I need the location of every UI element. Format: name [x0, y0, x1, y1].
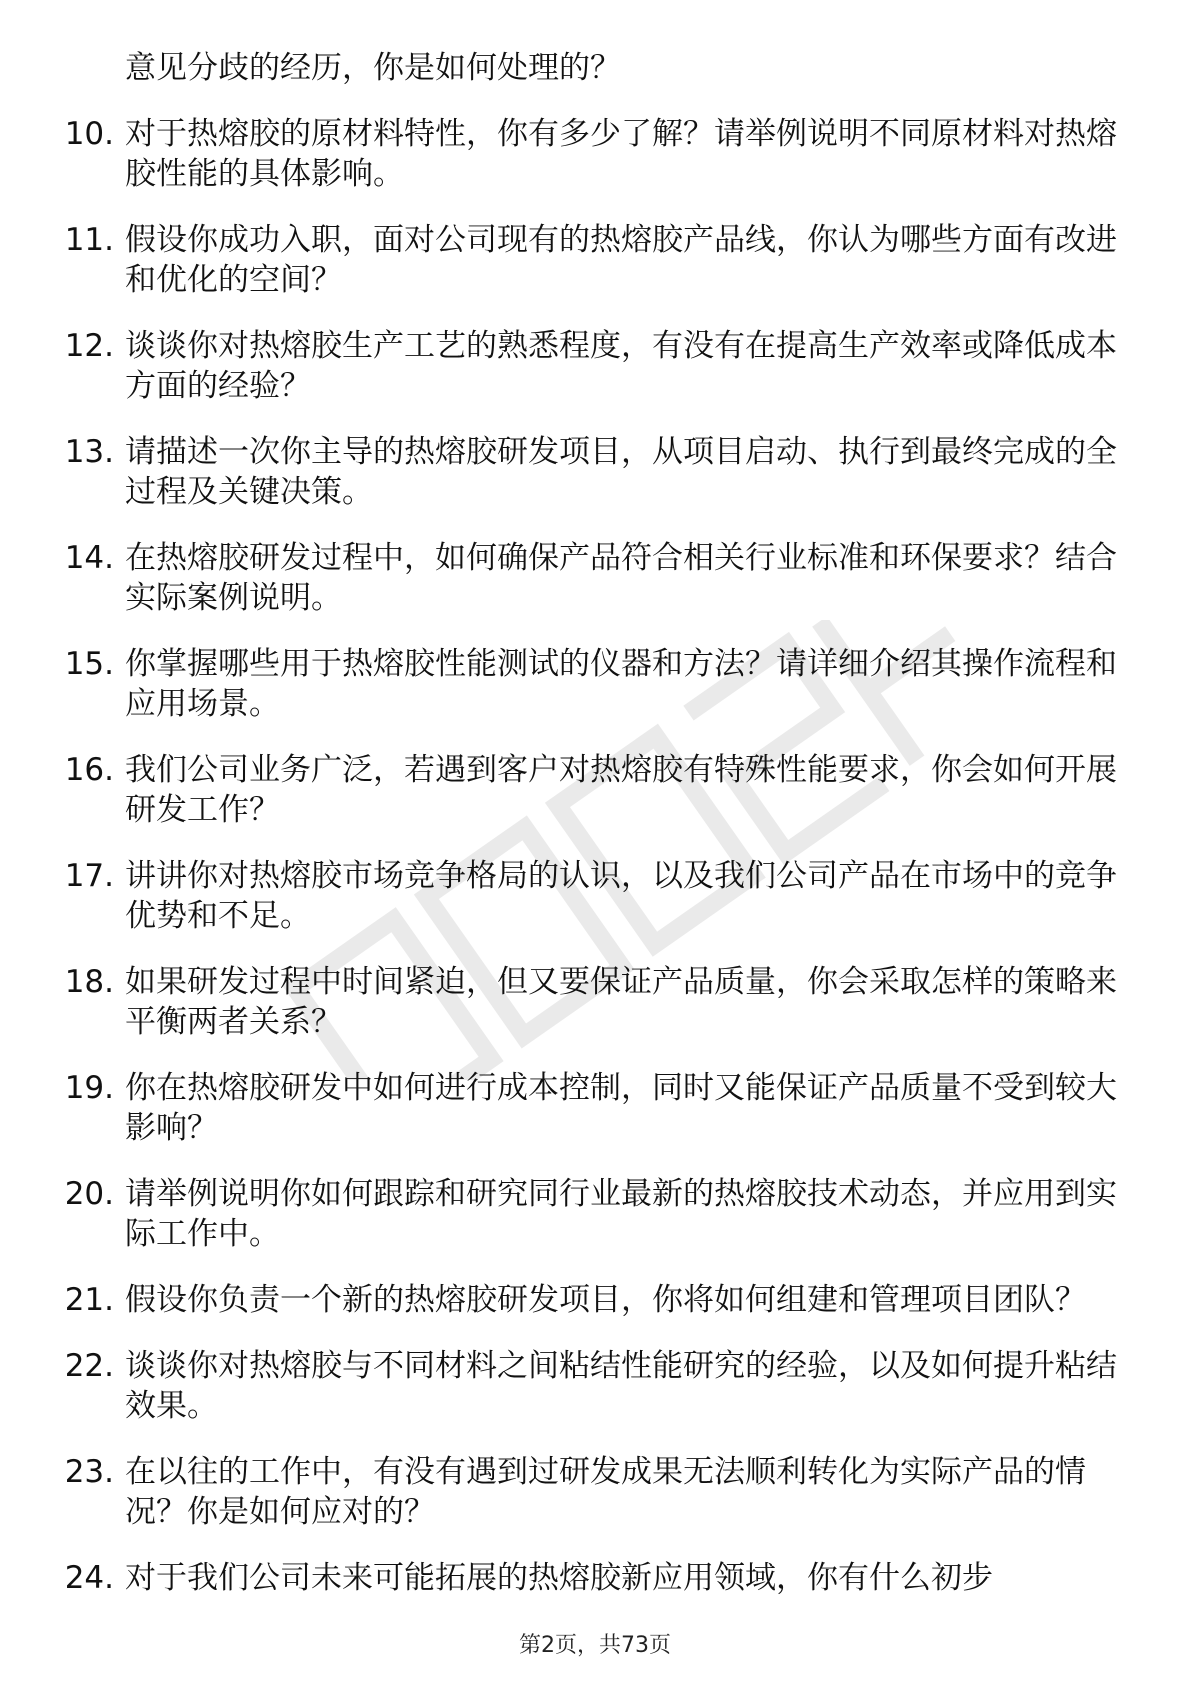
list-item — [60, 48, 1120, 88]
question-text: 讲讲你对热熔胶市场竞争格局的认识，以及我们公司产品在市场中的竞争优势和不足。 — [125, 858, 1117, 934]
question-number: 23. — [64, 1454, 114, 1490]
question-number: 17. — [64, 858, 114, 894]
question-number: 20. — [64, 1176, 114, 1212]
list-item — [60, 1174, 1120, 1254]
question-text: 如果研发过程中时间紧迫，但又要保证产品质量，你会采取怎样的策略来平衡两者关系？ — [125, 964, 1117, 1040]
question-number: 14. — [64, 540, 114, 576]
question-number: 13. — [64, 434, 114, 470]
question-number: 10. — [64, 116, 114, 152]
question-number: 12. — [64, 328, 114, 364]
question-text: 在以往的工作中，有没有遇到过研发成果无法顺利转化为实际产品的情况？你是如何应对的？ — [125, 1454, 1086, 1530]
question-text: 谈谈你对热熔胶生产工艺的熟悉程度，有没有在提高生产效率或降低成本方面的经验？ — [125, 328, 1117, 404]
question-text: 意见分歧的经历，你是如何处理的？ — [125, 50, 621, 86]
list-item — [60, 538, 1120, 618]
question-number: 15. — [64, 646, 114, 682]
page-footer — [0, 1628, 1190, 1659]
list-item — [60, 1346, 1120, 1426]
list-item — [60, 432, 1120, 512]
page-number-label: 第2页，共73页 — [519, 1633, 671, 1658]
question-text: 在热熔胶研发过程中，如何确保产品符合相关行业标准和环保要求？结合实际案例说明。 — [125, 540, 1117, 616]
question-text: 谈谈你对热熔胶与不同材料之间粘结性能研究的经验，以及如何提升粘结效果。 — [125, 1348, 1117, 1424]
list-item — [60, 750, 1120, 830]
list-item — [60, 644, 1120, 724]
question-text: 请描述一次你主导的热熔胶研发项目，从项目启动、执行到最终完成的全过程及关键决策。 — [125, 434, 1117, 510]
list-item — [60, 220, 1120, 300]
question-number: 16. — [64, 752, 114, 788]
list-item — [60, 962, 1120, 1042]
question-list — [60, 48, 1120, 1624]
list-item — [60, 856, 1120, 936]
question-text: 你掌握哪些用于热熔胶性能测试的仪器和方法？请详细介绍其操作流程和应用场景。 — [125, 646, 1117, 722]
list-item — [60, 1558, 1120, 1598]
question-number: 22. — [64, 1348, 114, 1384]
question-text: 对于我们公司未来可能拓展的热熔胶新应用领域，你有什么初步 — [125, 1560, 993, 1596]
question-number: 18. — [64, 964, 114, 1000]
question-number: 21. — [64, 1282, 114, 1318]
list-item — [60, 326, 1120, 406]
list-item — [60, 1452, 1120, 1532]
question-text: 对于热熔胶的原材料特性，你有多少了解？请举例说明不同原材料对热熔胶性能的具体影响。 — [125, 116, 1117, 192]
question-text: 请举例说明你如何跟踪和研究同行业最新的热熔胶技术动态，并应用到实际工作中。 — [125, 1176, 1117, 1252]
question-number: 19. — [64, 1070, 114, 1106]
question-number: 11. — [64, 222, 114, 258]
question-text: 你在热熔胶研发中如何进行成本控制，同时又能保证产品质量不受到较大影响？ — [125, 1070, 1117, 1146]
question-number: 24. — [64, 1560, 114, 1596]
list-item — [60, 1280, 1120, 1320]
list-item — [60, 114, 1120, 194]
question-text: 我们公司业务广泛，若遇到客户对热熔胶有特殊性能要求，你会如何开展研发工作？ — [125, 752, 1117, 828]
question-text: 假设你成功入职，面对公司现有的热熔胶产品线，你认为哪些方面有改进和优化的空间？ — [125, 222, 1117, 298]
question-text: 假设你负责一个新的热熔胶研发项目，你将如何组建和管理项目团队？ — [125, 1282, 1086, 1318]
list-item — [60, 1068, 1120, 1148]
